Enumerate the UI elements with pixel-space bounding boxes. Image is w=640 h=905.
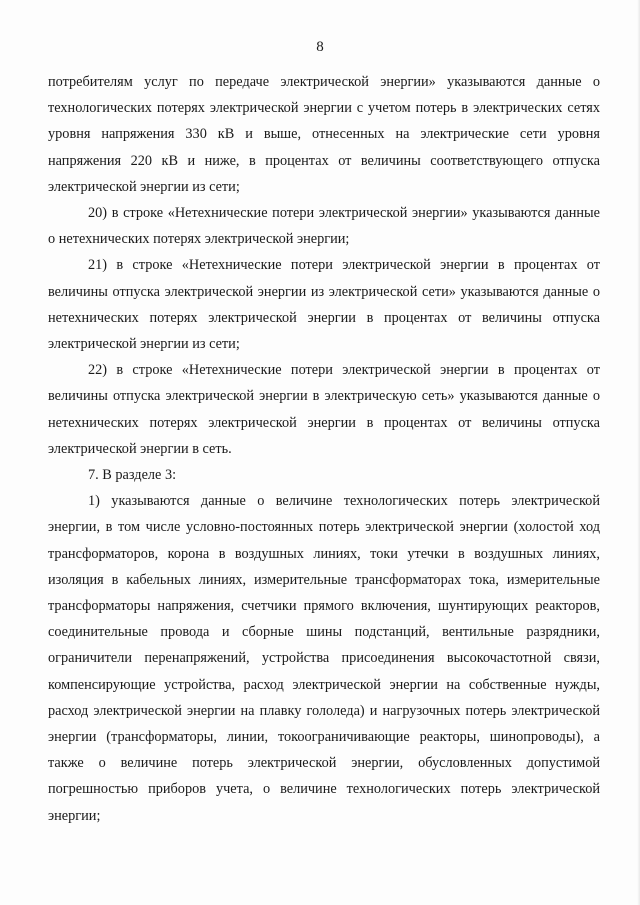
paragraph-item-20: 20) в строке «Нетехнические потери электрической энергии» указываются данные о нетехнических потерях электрической энергии; — [48, 205, 600, 248]
paragraph-continuation: потребителям услуг по передаче электрической энергии» указываются данные о технологических потерях электрической энергии с учетом потерь в электрических сетях уровня напряжения 330 кВ и выше, отнесенных на электрические сети уровня напряжения 220 кВ и ниже, в процентах от величины соответствующего отпуска электрической энергии из сети; — [48, 74, 600, 195]
paragraph-item-22: 22) в строке «Нетехнические потери электрической энергии в процентах от величины отпуска электрической энергии в электрическую сеть» указываются данные о нетехнических потерях электрической энергии в процентах от величины отпуска электрической энергии в сеть. — [48, 362, 600, 457]
page-number: 8 — [316, 39, 324, 55]
paragraph-item-21: 21) в строке «Нетехнические потери электрической энергии в процентах от величины отпуска электрической энергии из электрической сети» указываются данные о нетехнических потерях электрической энергии в процентах от величины отпуска электрической энергии из сети; — [48, 257, 600, 353]
document-body — [48, 69, 600, 829]
paragraph-section-3-item-1: 1) указываются данные о величине технологических потерь электрической энергии, в том числе условно-постоянных потерь электрической энергии (холостой ход трансформаторов, корона в воздушных линиях, токи утечки в воздушных линиях, изоляция в кабельных линиях, измерительные трансформаторах тока, измерительные трансформаторы напряжения, счетчики прямого включения, шунтирующих реакторов, соединительные провода и сборные шины подстанций, вентильные разрядники, ограничители перенапряжений, устройства присоединения высокочастотной связи, компенсирующие устройства, расход электрической энергии на собственные нужды, расход электрической энергии на плавку гололеда) и нагрузочных потерь электрической энергии (трансформаторы, линии, токоограничивающие реакторы, шинопроводы), а также о величине потерь электрической энергии, обусловленных допустимой погрешностью приборов учета, о величине технологических потерь электрической энергии; — [48, 493, 600, 824]
section-3-heading: 7. В разделе 3: — [88, 467, 177, 484]
